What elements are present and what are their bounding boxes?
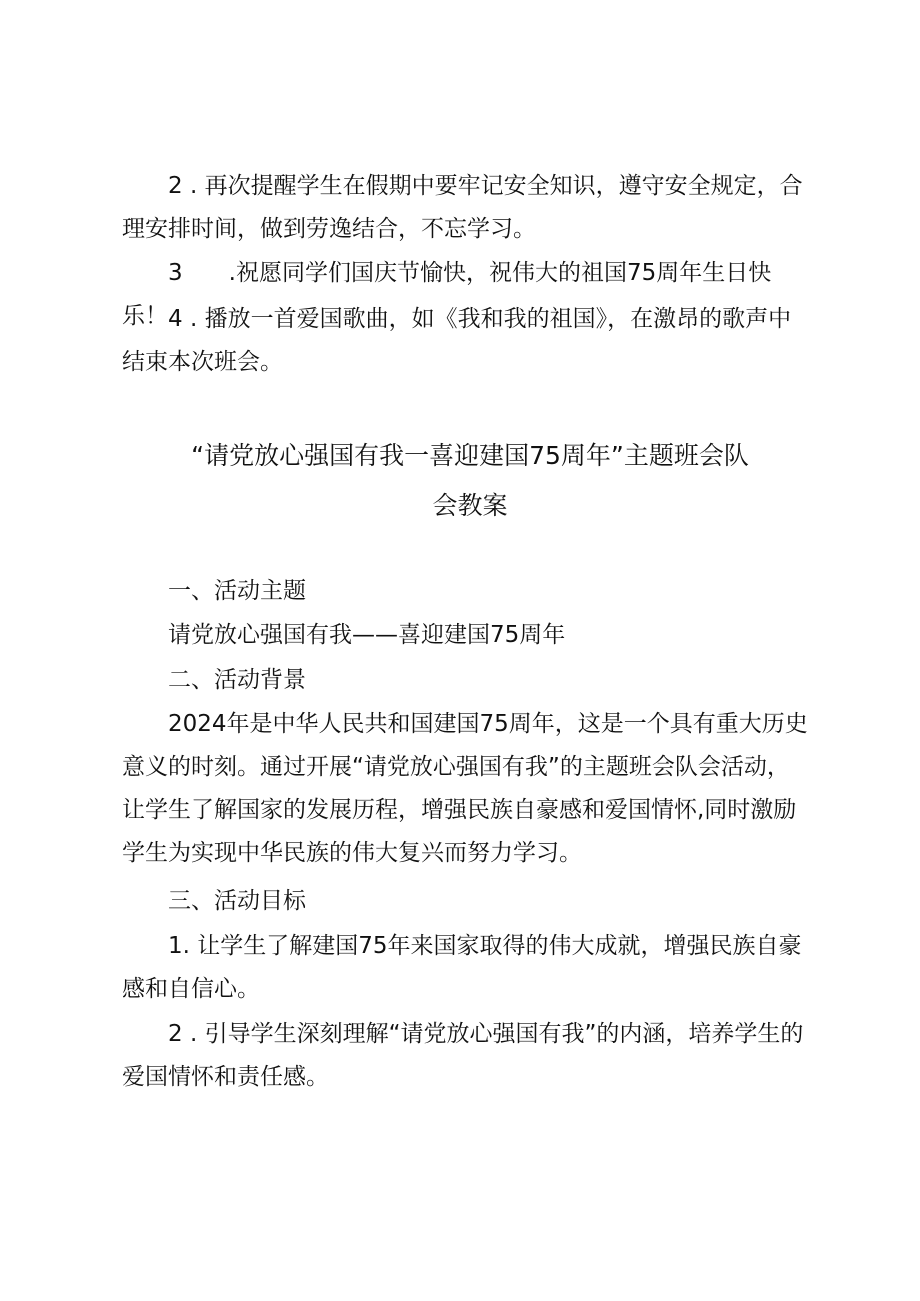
list-item-4: 4 . 播放一首爱国歌曲，如《我和我的祖国》，在激昂的歌声中结束本次班会。 [122,306,792,375]
background-paragraph: 2024年是中华人民共和国建国75周年，这是一个具有重大历史意义的时刻。通过开展“请党放心强国有我”的主题班会队会活动，让学生了解国家的发展历程，增强民族自豪感和爱国情怀,同时激励学生为实现中华民族的伟大复兴而努力学习。 [122,711,808,866]
goal-item-2: 2 . 引导学生深刻理解“请党放心强国有我”的内涵，培养学生的爱国情怀和责任感。 [122,1021,804,1090]
document-title-line2: 会教案 [432,491,508,520]
section-heading-background: 二、活动背景 [168,667,306,693]
section-heading-theme: 一、活动主题 [168,578,306,604]
list-item-3: 3 .祝愿同学们国庆节愉快，祝伟大的祖国75周年生日快乐！ [122,260,772,329]
document-title-line1: “请党放心强国有我一喜迎建国75周年”主题班会队 [191,441,749,470]
section-heading-goals: 三、活动目标 [168,888,306,914]
theme-text: 请党放心强国有我——喜迎建国75周年 [168,622,566,648]
list-item-2: 2 . 再次提醒学生在假期中要牢记安全知识，遵守安全规定，合理安排时间，做到劳逸结合，不忘学习。 [122,173,803,242]
goal-item-1: 1. 让学生了解建国75年来国家取得的伟大成就，增强民族自豪感和自信心。 [122,933,802,1002]
